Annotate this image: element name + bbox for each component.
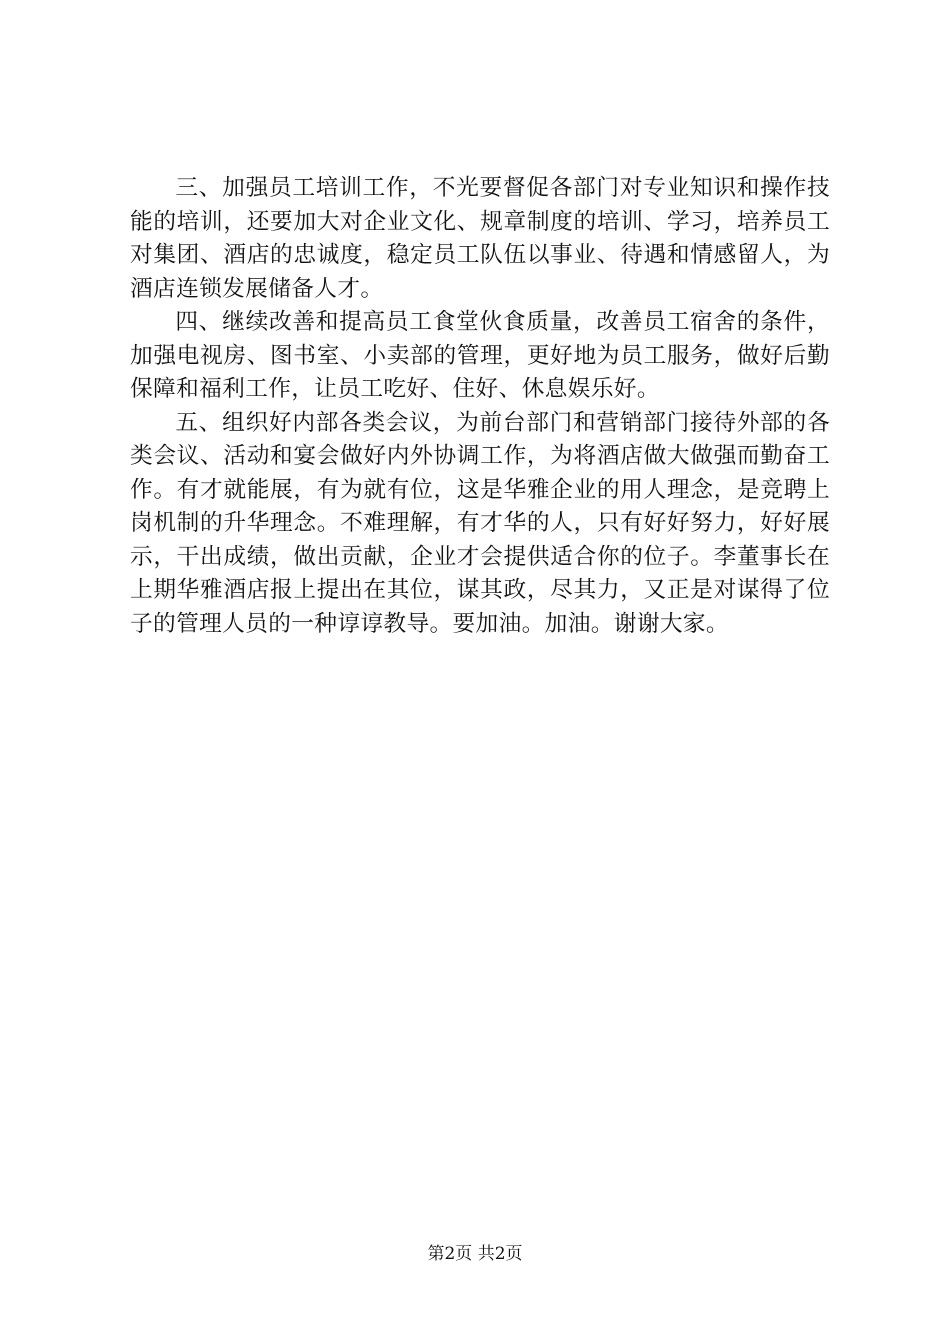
document-body xyxy=(130,172,830,641)
paragraph-meetings: 五、组织好内部各类会议，为前台部门和营销部门接待外部的各类会议、活动和宴会做好内外协调工作，为将酒店做大做强而勤奋工作。有才就能展，有为就有位，这是华雅企业的用人理念，是竞聘上岗机制的升华理念。不难理解，有才华的人，只有好好努力，好好展示，干出成绩，做出贡献，企业才会提供适合你的位子。李董事长在上期华雅酒店报上提出在其位，谋其政，尽其力，又正是对谋得了位子的管理人员的一种谆谆教导。要加油。加油。谢谢大家。 xyxy=(130,409,830,637)
page-footer xyxy=(0,1243,950,1265)
paragraph-canteen: 四、继续改善和提高员工食堂伙食质量，改善员工宿舍的条件，加强电视房、图书室、小卖部的管理，更好地为员工服务，做好后勤保障和福利工作，让员工吃好、住好、休息娱乐好。 xyxy=(130,309,830,402)
paragraph-training: 三、加强员工培训工作，不光要督促各部门对专业知识和操作技能的培训，还要加大对企业文化、规章制度的培训、学习，培养员工对集团、酒店的忠诚度，稳定员工队伍以事业、待遇和情感留人，为酒店连锁发展储备人才。 xyxy=(130,175,830,302)
page-number: 第2页 共2页 xyxy=(427,1244,523,1264)
